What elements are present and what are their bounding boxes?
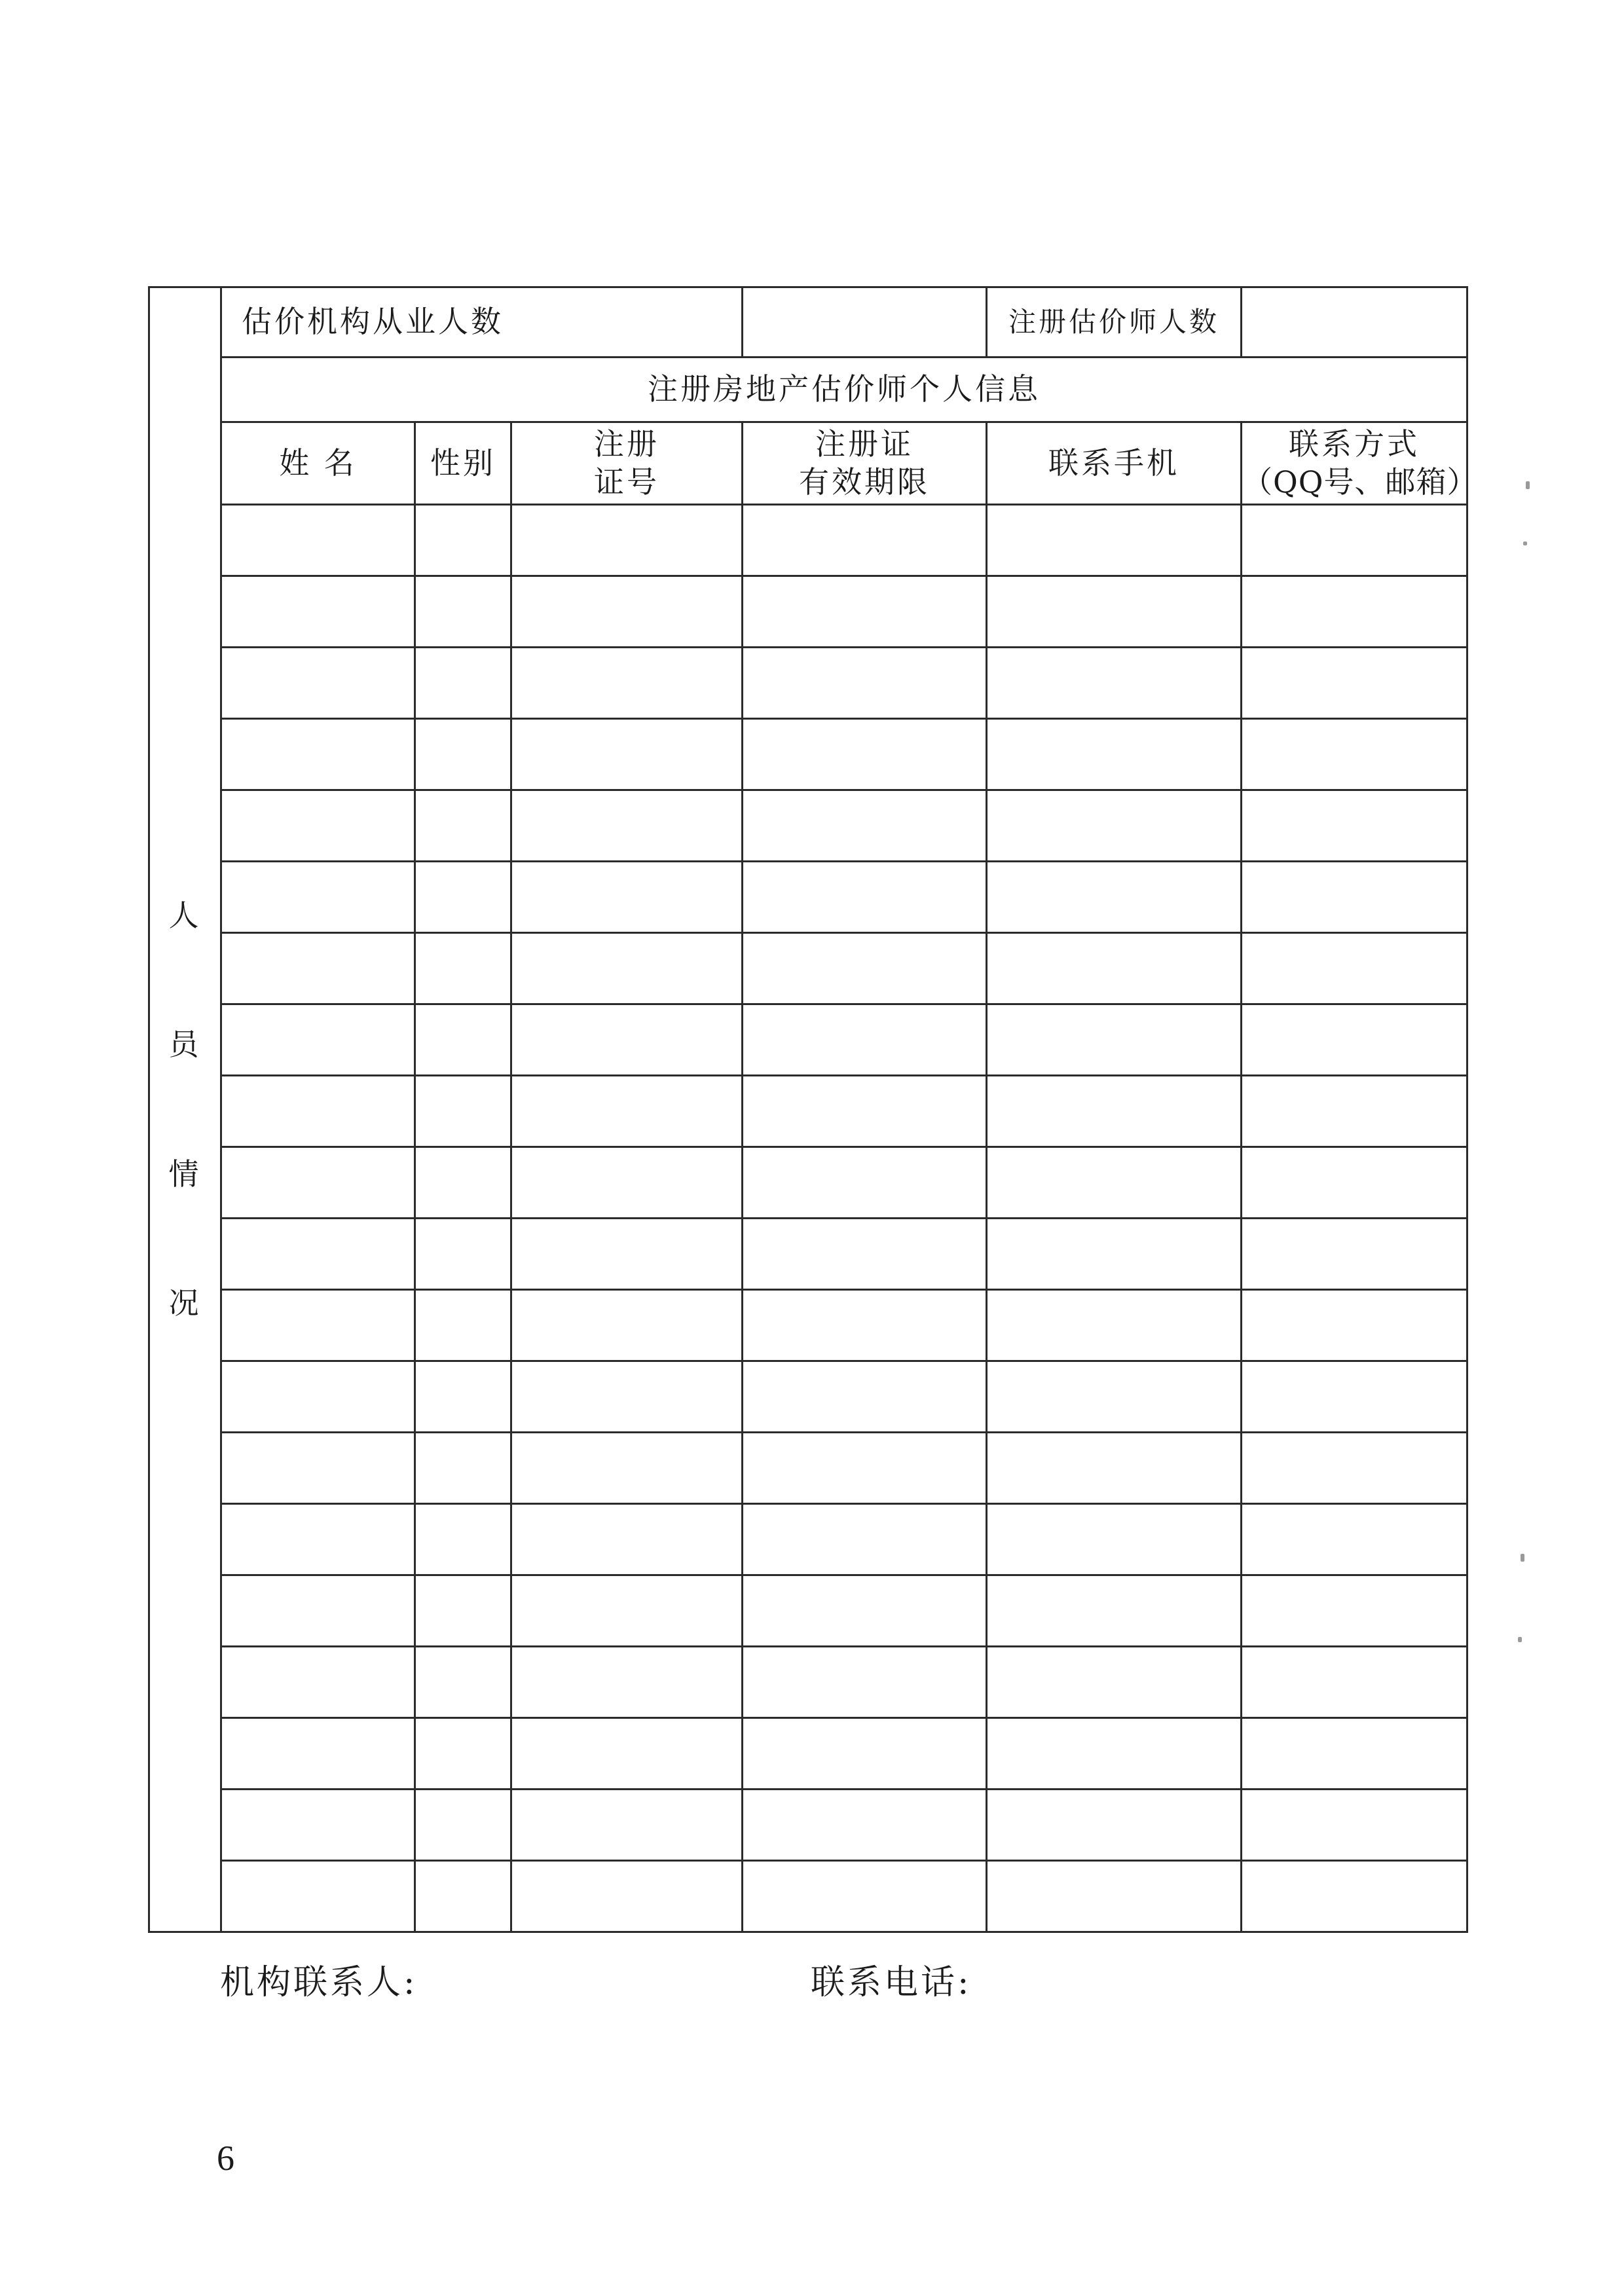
contact-cell[interactable] [1242, 1290, 1467, 1361]
gender-cell[interactable] [415, 1647, 511, 1718]
name-cell[interactable] [221, 1575, 415, 1647]
name-cell[interactable] [221, 1647, 415, 1718]
name-cell[interactable] [221, 1504, 415, 1575]
header-contact-line2: （QQ号、邮箱） [1242, 464, 1478, 500]
cert-no-cell[interactable] [511, 862, 743, 933]
contact-cell[interactable] [1242, 719, 1467, 790]
cert-no-cell[interactable] [511, 1647, 743, 1718]
table-row [149, 1433, 1467, 1504]
name-cell[interactable] [221, 1861, 415, 1932]
table-row [149, 1718, 1467, 1790]
header-cert-no-line1: 注册 [594, 426, 659, 462]
staff-count-label: 估价机构从业人数 [221, 287, 743, 358]
gender-cell[interactable] [415, 1076, 511, 1147]
cert-validity-cell[interactable] [743, 933, 987, 1004]
scan-speck [1523, 542, 1527, 545]
contact-phone-label: 联系电话: [811, 1963, 972, 2002]
page-number: 6 [217, 2139, 234, 2178]
mobile-cell[interactable] [987, 719, 1242, 790]
header-mobile: 联系手机 [987, 422, 1242, 505]
cert-no-cell[interactable] [511, 1290, 743, 1361]
cert-no-cell[interactable] [511, 505, 743, 576]
mobile-cell[interactable] [987, 1718, 1242, 1790]
table-row [149, 1790, 1467, 1861]
cert-no-cell[interactable] [511, 648, 743, 719]
cert-validity-cell[interactable] [743, 648, 987, 719]
mobile-cell[interactable] [987, 576, 1242, 648]
contact-cell[interactable] [1242, 1861, 1467, 1932]
mobile-cell[interactable] [987, 648, 1242, 719]
mobile-cell[interactable] [987, 1290, 1242, 1361]
name-cell[interactable] [221, 1076, 415, 1147]
header-cert-validity-line2: 有效期限 [799, 464, 931, 500]
cert-no-cell[interactable] [511, 1361, 743, 1433]
cert-no-cell[interactable] [511, 1433, 743, 1504]
contact-cell[interactable] [1242, 648, 1467, 719]
name-cell[interactable] [221, 790, 415, 862]
mobile-cell[interactable] [987, 1219, 1242, 1290]
mobile-cell[interactable] [987, 1861, 1242, 1932]
cert-no-cell[interactable] [511, 1219, 743, 1290]
table-row [149, 719, 1467, 790]
side-label-char: 人 [168, 897, 202, 933]
table-row [149, 933, 1467, 1004]
table-row [149, 1575, 1467, 1647]
gender-cell[interactable] [415, 576, 511, 648]
gender-cell[interactable] [415, 505, 511, 576]
contact-cell[interactable] [1242, 1219, 1467, 1290]
section-title: 注册房地产估价师个人信息 [221, 358, 1467, 422]
contact-cell[interactable] [1242, 1504, 1467, 1575]
cert-validity-cell[interactable] [743, 862, 987, 933]
cert-no-cell[interactable] [511, 576, 743, 648]
cert-validity-cell[interactable] [743, 1004, 987, 1076]
table-row [149, 648, 1467, 719]
gender-cell[interactable] [415, 648, 511, 719]
gender-cell[interactable] [415, 1433, 511, 1504]
contact-cell[interactable] [1242, 1433, 1467, 1504]
cert-no-cell[interactable] [511, 1504, 743, 1575]
gender-cell[interactable] [415, 862, 511, 933]
cert-no-cell[interactable] [511, 933, 743, 1004]
gender-cell[interactable] [415, 933, 511, 1004]
cert-no-cell[interactable] [511, 1147, 743, 1219]
mobile-cell[interactable] [987, 505, 1242, 576]
mobile-cell[interactable] [987, 1433, 1242, 1504]
gender-cell[interactable] [415, 1575, 511, 1647]
contact-cell[interactable] [1242, 505, 1467, 576]
mobile-cell[interactable] [987, 933, 1242, 1004]
table-row [149, 790, 1467, 862]
table-row [149, 1147, 1467, 1219]
cert-no-cell[interactable] [511, 1004, 743, 1076]
contact-cell[interactable] [1242, 576, 1467, 648]
side-label-char: 情 [168, 1156, 202, 1192]
cert-no-cell[interactable] [511, 1861, 743, 1932]
gender-cell[interactable] [415, 719, 511, 790]
name-cell[interactable] [221, 1147, 415, 1219]
cert-validity-cell[interactable] [743, 1290, 987, 1361]
contact-cell[interactable] [1242, 1076, 1467, 1147]
gender-cell[interactable] [415, 1504, 511, 1575]
cert-no-cell[interactable] [511, 1790, 743, 1861]
name-cell[interactable] [221, 862, 415, 933]
table-row [149, 862, 1467, 933]
cert-validity-cell[interactable] [743, 1219, 987, 1290]
name-cell[interactable] [221, 1718, 415, 1790]
header-cert-no [511, 422, 743, 505]
side-label-char: 况 [168, 1285, 202, 1321]
gender-cell[interactable] [415, 1004, 511, 1076]
cert-validity-cell[interactable] [743, 1361, 987, 1433]
scan-speck [1521, 1554, 1524, 1562]
name-cell[interactable] [221, 648, 415, 719]
table-row [149, 505, 1467, 576]
mobile-cell[interactable] [987, 862, 1242, 933]
cert-validity-cell[interactable] [743, 790, 987, 862]
scan-speck [1518, 1637, 1522, 1642]
cert-no-cell[interactable] [511, 719, 743, 790]
gender-cell[interactable] [415, 790, 511, 862]
name-cell[interactable] [221, 1361, 415, 1433]
header-name: 姓 名 [221, 422, 415, 505]
scan-speck [1526, 481, 1530, 489]
name-cell[interactable] [221, 1290, 415, 1361]
cert-validity-cell[interactable] [743, 719, 987, 790]
contact-cell[interactable] [1242, 1647, 1467, 1718]
gender-cell[interactable] [415, 1861, 511, 1932]
table-row [149, 1076, 1467, 1147]
table-row [149, 1504, 1467, 1575]
contact-cell[interactable] [1242, 1575, 1467, 1647]
name-cell[interactable] [221, 576, 415, 648]
cert-no-cell[interactable] [511, 1076, 743, 1147]
contact-cell[interactable] [1242, 862, 1467, 933]
table-row [149, 1004, 1467, 1076]
mobile-cell[interactable] [987, 1004, 1242, 1076]
contact-cell[interactable] [1242, 1147, 1467, 1219]
appraiser-count-field[interactable] [1242, 287, 1467, 358]
name-cell[interactable] [221, 505, 415, 576]
header-cert-no-line2: 证号 [594, 464, 659, 500]
mobile-cell[interactable] [987, 1647, 1242, 1718]
contact-cell[interactable] [1242, 790, 1467, 862]
gender-cell[interactable] [415, 1147, 511, 1219]
cert-no-cell[interactable] [511, 1718, 743, 1790]
header-contact-line1: 联系方式 [1289, 426, 1420, 462]
header-cert-validity-line1: 注册证 [815, 426, 914, 462]
table-row [149, 1861, 1467, 1932]
contact-cell[interactable] [1242, 1790, 1467, 1861]
cert-validity-cell[interactable] [743, 1861, 987, 1932]
appraiser-count-label: 注册估价师人数 [987, 287, 1242, 358]
cert-validity-cell[interactable] [743, 576, 987, 648]
mobile-cell[interactable] [987, 1076, 1242, 1147]
mobile-cell[interactable] [987, 1575, 1242, 1647]
gender-cell[interactable] [415, 1790, 511, 1861]
mobile-cell[interactable] [987, 790, 1242, 862]
mobile-cell[interactable] [987, 1361, 1242, 1433]
name-cell[interactable] [221, 933, 415, 1004]
table-row [149, 1647, 1467, 1718]
contact-cell[interactable] [1242, 933, 1467, 1004]
personnel-table [148, 286, 1478, 1933]
table-row [149, 1219, 1467, 1290]
mobile-cell[interactable] [987, 1790, 1242, 1861]
header-cert-validity [743, 422, 987, 505]
header-contact [1242, 422, 1478, 505]
contact-cell[interactable] [1242, 1361, 1467, 1433]
cert-validity-cell[interactable] [743, 1647, 987, 1718]
staff-count-field[interactable] [743, 287, 987, 358]
name-cell[interactable] [221, 1433, 415, 1504]
name-cell[interactable] [221, 719, 415, 790]
contact-cell[interactable] [1242, 1718, 1467, 1790]
gender-cell[interactable] [415, 1219, 511, 1290]
cert-no-cell[interactable] [511, 1575, 743, 1647]
side-label-char: 员 [168, 1027, 202, 1062]
cert-validity-cell[interactable] [743, 1790, 987, 1861]
side-label-personnel [149, 287, 221, 1932]
cert-no-cell[interactable] [511, 790, 743, 862]
gender-cell[interactable] [415, 1361, 511, 1433]
name-cell[interactable] [221, 1004, 415, 1076]
mobile-cell[interactable] [987, 1504, 1242, 1575]
header-gender: 性别 [415, 422, 511, 505]
name-cell[interactable] [221, 1790, 415, 1861]
table-row [149, 1290, 1467, 1361]
table-row [149, 1361, 1467, 1433]
cert-validity-cell[interactable] [743, 1718, 987, 1790]
cert-validity-cell[interactable] [743, 505, 987, 576]
cert-validity-cell[interactable] [743, 1504, 987, 1575]
cert-validity-cell[interactable] [743, 1575, 987, 1647]
cert-validity-cell[interactable] [743, 1433, 987, 1504]
gender-cell[interactable] [415, 1290, 511, 1361]
mobile-cell[interactable] [987, 1147, 1242, 1219]
name-cell[interactable] [221, 1219, 415, 1290]
cert-validity-cell[interactable] [743, 1147, 987, 1219]
contact-cell[interactable] [1242, 1004, 1467, 1076]
cert-validity-cell[interactable] [743, 1076, 987, 1147]
table-row [149, 576, 1467, 648]
gender-cell[interactable] [415, 1718, 511, 1790]
contact-person-label: 机构联系人: [220, 1963, 418, 2002]
